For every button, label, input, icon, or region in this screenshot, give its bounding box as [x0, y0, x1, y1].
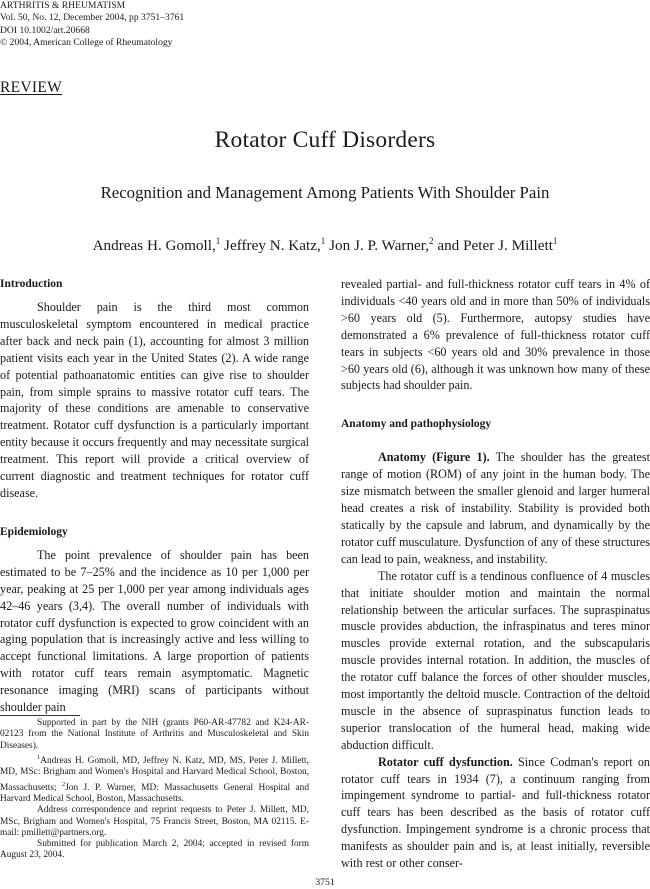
footnote-support: Supported in part by the NIH (grants P60-AR-47782 and K24-AR-02123 from the National Institute of Arthritis and Musculoskeletal and Skin Diseases).	[0, 718, 309, 751]
footnotes	[0, 718, 309, 862]
footnote-correspondence: Address correspondence and reprint requests to Peter J. Millett, MD, MSc, Brigham and Women's Hospital, 75 Francis Street, Boston, MA 02115. E-mail: pmillett@partners.org.	[0, 805, 309, 838]
introduction-paragraph: Shoulder pain is the third most common musculoskeletal symptom encountered in medical practice after back and neck pain (1), accounting for almost 3 million patient visits each year in the United States (2). A wide range of potential pathoanatomic entities can give rise to shoulder pain, from simple sprains to massive rotator cuff tears. The majority of these conditions are amenable to conservative treatment. Rotator cuff dysfunction is a particularly important entity because it occurs frequently and may necessitate surgical treatment. This report will provide a critical overview of current diagnostic and treatment techniques for rotator cuff disease.	[0, 300, 309, 500]
epidemiology-continuation: revealed partial- and full-thickness rotator cuff tears in 4% of individuals <40 years old and in more than 50% of individuals >60 years old (5). Furthermore, autopsy studies have demonstrated a 6% prevalence of full-thickness rotator cuff tears in subjects <60 years old and 30% prevalence in those >60 years old (6), although it was unknown how many of these subjects had shoulder pain.	[341, 277, 650, 393]
anatomy-paragraph: Anatomy (Figure 1). The shoulder has the greatest range of motion (ROM) of any joint in the human body. The size mismatch between the smaller glenoid and larger humeral head creates a risk of instability. Stability is provided both statically by the capsule and labrum, and dynamically by the rotator cuff musculature. Dysfunction of any of these structures can lead to pain, weakness, and instability.	[341, 450, 650, 566]
article-title: Rotator Cuff Disorders	[214, 127, 436, 153]
article-subtitle: Recognition and Management Among Patients With Shoulder Pain	[100, 183, 550, 202]
journal-header	[0, 0, 184, 50]
author: Andreas H. Gomoll,$^1$	[92, 236, 221, 255]
left-column	[0, 276, 309, 716]
dysfunction-paragraph: Rotator cuff dysfunction. Since Codman's report on rotator cuff tears in 1934 (7), a continuum ranging from impingement syndrome to partial- and full-thickness rotator cuff tears has been described as the basis of rotator cuff dysfunction. Impingement syndrome is a chronic process that manifests as shoulder pain and is, at least initially, reversible with rest or other conser-	[341, 754, 650, 871]
epidemiology-paragraph: The point prevalence of shoulder pain has been estimated to be 7–25% and the incidence as 10 per 1,000 per year, peaking at 25 per 1,000 per year among individuals ages 42–46 years (3,4). The overall number of individuals with rotator cuff dysfunction is expected to grow coincident with an aging population that is increasingly active and less willing to accept functional limitations. A large proportion of patients with rotator cuff tears remain asymptomatic. Magnetic resonance imaging (MRI) scans of participants without shoulder pain	[0, 547, 309, 715]
author: and Peter J. Millett$^1$	[437, 236, 558, 255]
epidemiology-heading: Epidemiology	[0, 525, 68, 538]
author: Jeffrey N. Katz,$^1$	[224, 236, 326, 255]
introduction-heading: Introduction	[0, 278, 63, 290]
copyright: © 2004, American College of Rheumatology	[0, 37, 173, 49]
footnote-submitted: Submitted for publication March 2, 2004; accepted in revised form August 23, 2004.	[0, 839, 309, 861]
footnote-affiliations: $^1$Andreas H. Gomoll, MD, Jeffrey N. Katz, MD, MS, Peter J. Millett, MD, MSc: Brigham and Women's Hospital and Harvard Medical School, Boston, Massachusetts; $^2$Jon J. P. Warner, MD: Massachusetts General Hospital and Harvard Medical School, Boston, Massachusetts.	[0, 753, 309, 804]
right-column	[341, 276, 650, 872]
rotator-cuff-paragraph: The rotator cuff is a tendinous confluence of 4 muscles that initiate shoulder motion and maintain the normal relationship between the articular surfaces. The supraspinatus muscle provides abduction, the infraspinatus and teres minor muscles provide external rotation, and the subscapularis muscle provides internal rotation. In addition, the muscles of the rotator cuff balance the forces of other shoulder muscles, most importantly the deltoid muscle. Contraction of the deltoid muscle in the absence of supraspinatus function leads to superior translocation of the humeral head, making wide abduction difficult.	[341, 568, 650, 752]
author-list	[0, 236, 650, 255]
anatomy-heading: Anatomy and pathophysiology	[341, 418, 492, 431]
doi: DOI 10.1002/art.20668	[0, 24, 90, 36]
page-number: 3751	[315, 877, 335, 888]
section-label: REVIEW	[0, 79, 63, 96]
journal-name: ARTHRITIS & RHEUMATISM	[0, 0, 126, 11]
footnote-rule	[0, 715, 80, 716]
volume-info: Vol. 50, No. 12, December 2004, pp 3751–3761	[0, 12, 185, 24]
author: Jon J. P. Warner,$^2$	[329, 236, 434, 255]
